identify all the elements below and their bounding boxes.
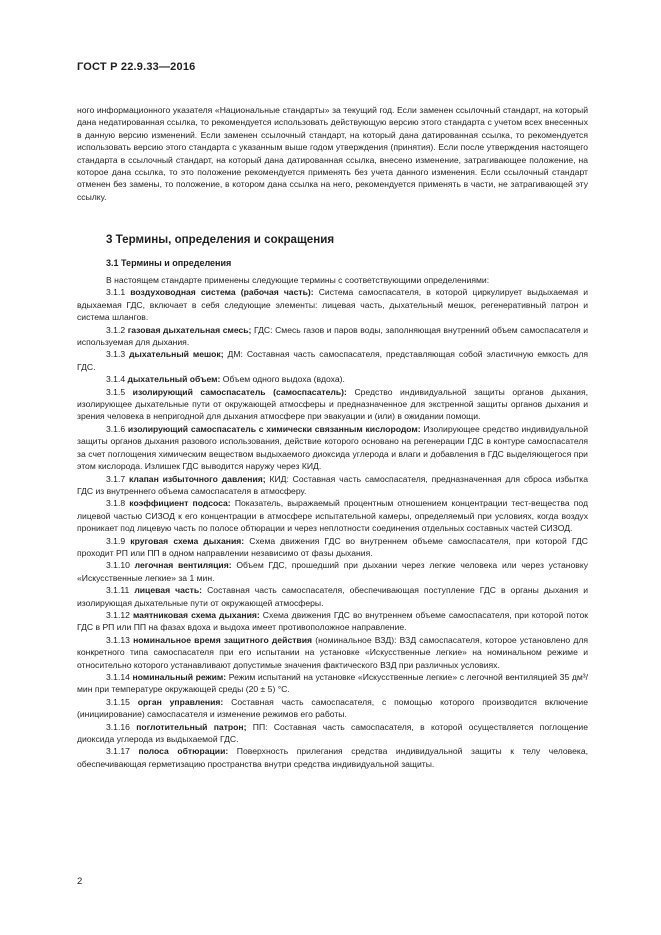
definition-number: 3.1.14 bbox=[106, 672, 130, 682]
definition-number: 3.1.7 bbox=[106, 473, 126, 484]
definition-number: 3.1.8 bbox=[106, 498, 126, 509]
definition-number: 3.1.9 bbox=[106, 535, 126, 546]
definition-entry bbox=[77, 696, 588, 721]
definition-entry bbox=[77, 423, 588, 473]
definition-term: лицевая часть: bbox=[134, 585, 203, 596]
definition-number: 3.1.11 bbox=[106, 585, 130, 596]
definition-text: Схема движения ГДС во внутреннем объеме самоспасателя, при которой ГДС проходит РП или ПП в одном направлении независимо от фазы дыхания. bbox=[77, 535, 589, 558]
section-title: 3 Термины, определения и сокращения bbox=[106, 233, 335, 246]
definition-term: изолирующий самоспасатель с химически связанным кислородом: bbox=[127, 423, 421, 434]
definition-term: газовая дыхательная смесь; bbox=[127, 324, 252, 335]
definition-term: орган управления: bbox=[137, 696, 224, 707]
definition-text: КИД: Составная часть самоспасателя, предназначенная для сброса избытка ГДС из внутреннего объема самоспасателя в атмосферу. bbox=[77, 473, 588, 496]
definition-text: ПП: Составная часть самоспасателя, в которой осуществляется поглощение диоксида углерода из выдыхаемой ГДС. bbox=[77, 721, 589, 745]
definition-text: (номинальное ВЗД): ВЗД самоспасателя, которое установлено для конкретного типа самоспасателя при его испытании на установке «Искусственные легкие» на номинальном режиме и относительно которого устанавливают допустимые значения фактического ВЗД при различных условиях. bbox=[77, 634, 589, 670]
intro-paragraph bbox=[77, 104, 588, 203]
definition-number: 3.1.15 bbox=[106, 696, 130, 707]
definition-text: Показатель, выражаемый процентным отношением концентрации тест-вещества под лицевой частью СИЗОД к его концентрации в атмосфере испытательной камеры, определяемый при условиях, когда воздух проникает под лицевую часть по полосе обтюрации и через неплотности соединения отдельных составных частей СИЗОД. bbox=[77, 498, 589, 534]
definition-text: Режим испытаний на установке «Искусственные легкие» с легочной вентиляцией 35 дм³/мин при температуре окружающей среды (20 ± 5) °С. bbox=[77, 672, 588, 695]
definition-number: 3.1.2 bbox=[106, 324, 126, 335]
definition-text: ДМ: Составная часть самоспасателя, представляющая собой эластичную емкость для ГДС. bbox=[77, 349, 589, 372]
definition-text: Составная часть самоспасателя, с помощью которого производится включение (инициирование) самоспасателя и изменение режимов его работы. bbox=[77, 696, 589, 720]
definition-text: Схема движения ГДС во внутреннем объеме самоспасателя, при которой поток ГДС в РП или ПП на фазах вдоха и выдоха имеет противоположное направление. bbox=[77, 609, 588, 633]
definition-entry bbox=[77, 286, 588, 323]
definition-term: клапан избыточного давления; bbox=[128, 473, 266, 484]
definition-entry bbox=[77, 373, 588, 385]
definition-term: коэффициент подсоса: bbox=[129, 498, 231, 509]
definition-term: изолирующий самоспасатель (самоспасатель): bbox=[132, 386, 347, 397]
definition-entry bbox=[77, 348, 588, 373]
definition-entry bbox=[77, 634, 588, 671]
definition-entry bbox=[77, 721, 588, 746]
definition-term: воздуховодная система (рабочая часть): bbox=[130, 287, 314, 298]
definition-number: 3.1.1 bbox=[106, 287, 126, 298]
definition-term: дыхательный мешок; bbox=[129, 349, 224, 360]
definition-number: 3.1.16 bbox=[106, 721, 130, 732]
definition-entry bbox=[77, 535, 588, 560]
definition-text: Изолирующее средство индивидуальной защиты органов дыхания разового использования, действие которого основано на регенерации ГДС в контуре самоспасателя за счет поглощения химическим веществом выдыхаемого диоксида углерода и влаги и добавления в ГДС выделяющегося при этом кислорода. Излишек ГДС выводится наружу через КИД. bbox=[77, 423, 589, 472]
definition-entry bbox=[77, 497, 588, 534]
definitions-list bbox=[77, 274, 588, 770]
intro-text: ного информационного указателя «Национальные стандарты» за текущий год. Если заменен ссылочный стандарт, на который дана недатированная ссылка, то рекомендуется использовать действующую версию этого стандарта с учетом всех внесенных в данную версию изменений. Если заменен ссылочный стандарт, на который дана датированная ссылка, то рекомендуется использовать версию этого стандарта с указанным выше годом утверждения (принятия). Если после утверждения настоящего стандарта в ссылочный стандарт, на который дана датированная ссылка, внесено изменение, затрагивающее положение, на которое дана ссылка, то это положение рекомендуется применять без учета данного изменения. Если ссылочный стандарт отменен без замены, то положение, в котором дана ссылка на него, рекомендуется применять в части, не затрагивающей эту ссылку. bbox=[77, 105, 588, 202]
definition-term: номинальный режим: bbox=[132, 672, 227, 682]
definition-term: номинальное время защитного действия bbox=[133, 634, 313, 645]
subsection-title: 3.1 Термины и определения bbox=[106, 258, 232, 268]
definition-entry bbox=[77, 559, 588, 584]
definition-entry bbox=[77, 324, 588, 349]
definition-term: круговая схема дыхания: bbox=[130, 535, 245, 546]
definition-term: маятниковая схема дыхания: bbox=[132, 609, 260, 620]
definition-text: Система самоспасателя, в которой циркулирует выдыхаемая и вдыхаемая ГДС, включает в себя следующие элементы: лицевая часть, дыхательный мешок, регенеративный патрон и система шлангов. bbox=[77, 287, 589, 323]
definition-number: 3.1.10 bbox=[106, 560, 130, 571]
definition-number: 3.1.3 bbox=[106, 349, 126, 360]
definition-number: 3.1.5 bbox=[106, 386, 126, 397]
definition-number: 3.1.17 bbox=[106, 746, 130, 757]
definition-entry bbox=[77, 386, 588, 423]
definition-text: ГДС: Смесь газов и паров воды, заполняющая внутренний объем самоспасателя и используемая для дыхания. bbox=[77, 324, 589, 348]
definition-number: 3.1.12 bbox=[106, 609, 130, 620]
definition-text: Объем одного выдоха (вдоха). bbox=[222, 374, 345, 385]
definition-entry bbox=[77, 609, 588, 634]
definition-entry bbox=[77, 473, 588, 498]
definition-text: Средство индивидуальной защиты органов дыхания, изолирующее дыхательные пути от окружающей атмосферы и предназначенное для экстренной защиты органов дыхания и зрения человека в непригодной для дыхания атмосфере при эвакуации и (или) в ожидании помощи. bbox=[77, 386, 589, 422]
definitions-lead: В настоящем стандарте применены следующие термины с соответствующими определениями: bbox=[106, 275, 490, 285]
definition-text: Поверхность прилегания средства индивидуальной защиты к телу человека, обеспечивающая герметизацию пространства внутри средства индивидуальной защиты. bbox=[77, 746, 588, 769]
definition-term: полоса обтюрации: bbox=[138, 746, 229, 757]
definition-term: поглотительный патрон; bbox=[136, 721, 247, 732]
definition-term: дыхательный объем: bbox=[127, 374, 221, 385]
definition-text: Объем ГДС, прошедший при дыхании через легкие человека или через установку «Искусственные легкие» за 1 мин. bbox=[77, 560, 589, 583]
page-number: 2 bbox=[77, 876, 83, 887]
definition-text: Составная часть самоспасателя, обеспечивающая поступление ГДС в органы дыхания и изолирующая дыхательные пути от окружающей атмосферы. bbox=[77, 585, 589, 608]
definition-entry bbox=[77, 584, 588, 609]
definition-number: 3.1.4 bbox=[106, 374, 126, 385]
definition-entry bbox=[77, 671, 588, 696]
definition-term: легочная вентиляция: bbox=[134, 560, 232, 571]
document-header: ГОСТ Р 22.9.33—2016 bbox=[77, 61, 196, 73]
definition-number: 3.1.13 bbox=[106, 634, 130, 645]
definition-entry bbox=[77, 745, 588, 770]
definition-number: 3.1.6 bbox=[106, 423, 126, 434]
